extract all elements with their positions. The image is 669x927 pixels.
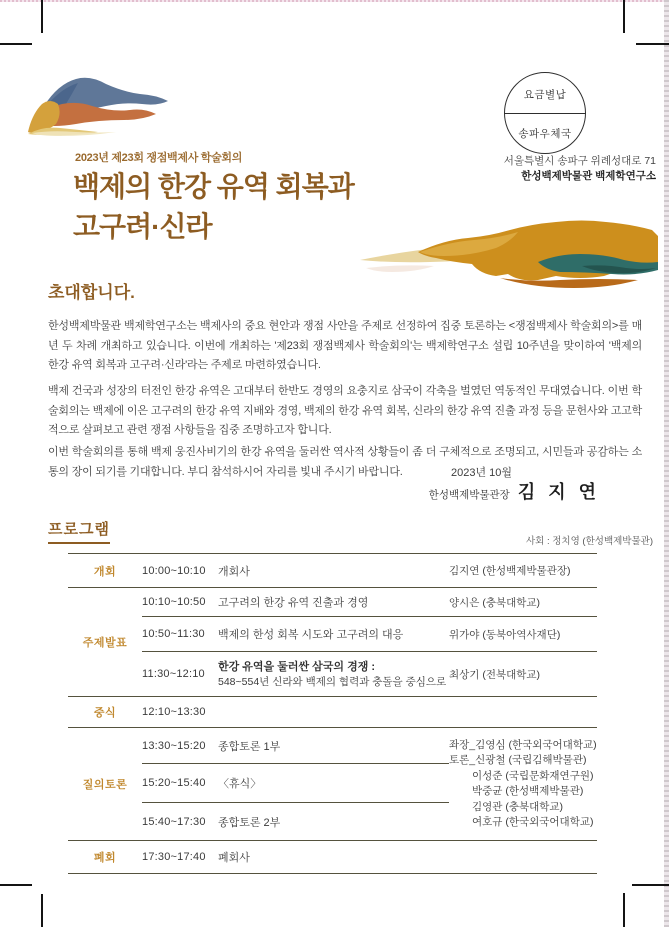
stamp-top-label: 요금별납 (523, 88, 567, 101)
table-row (68, 554, 597, 588)
page-title-line2: 고구려·신라 (73, 211, 212, 242)
invitation-paragraph-3: 이번 학술회의를 통해 백제 웅진사비기의 한강 유역을 둘러싼 역사적 상황들이 좀 더 구체적으로 조명되고, 시민들과 공감하는 소통의 장이 되기를 기대합니다. 부디 참석하시어 자리를 빛내 주시기 바랍니다. (48, 446, 642, 478)
sender-address (504, 154, 656, 183)
crop-mark-bottom-left-h (0, 884, 32, 886)
session-speaker: 최상기 (전북대학교) (449, 652, 597, 697)
program-heading: 프로그램 (48, 518, 110, 544)
session-time: 15:40~17:30 (142, 803, 218, 841)
program-group-lunch (68, 697, 597, 728)
session-time: 15:20~15:40 (142, 764, 218, 803)
table-row (68, 588, 597, 617)
session-speaker (449, 697, 597, 728)
session-time: 13:30~15:20 (142, 728, 218, 764)
page-title (73, 167, 354, 247)
session-title (218, 697, 449, 728)
session-title: 고구려의 한강 유역 진출과 경영 (218, 588, 449, 617)
table-row (68, 728, 597, 764)
session-time: 10:00~10:10 (142, 554, 218, 588)
event-subtitle: 2023년 제23회 쟁점백제사 학술회의 (75, 152, 243, 164)
program-group-discussion (68, 728, 597, 841)
signer-name: 김 지 연 (517, 482, 600, 502)
crop-mark-bottom-left-v (41, 894, 43, 927)
session-title-sub: 548~554년 신라와 백제의 협력과 충돌을 중심으로 (218, 675, 447, 688)
table-row (68, 652, 597, 697)
session-time: 11:30~12:10 (142, 652, 218, 697)
category-label: 주제발표 (68, 588, 142, 697)
panel-member: 좌장_김영심 (한국외국어대학교) (449, 738, 597, 751)
session-title (218, 652, 449, 697)
signer-title: 한성백제박물관장 (428, 489, 510, 501)
session-time: 10:50~11:30 (142, 617, 218, 652)
session-speaker: 김지연 (한성백제박물관장) (449, 554, 597, 588)
program-group-closing (68, 841, 597, 874)
table-row (68, 697, 597, 728)
mountain-illustration-right (360, 216, 662, 294)
panel-member: 토론_신광철 (국립김해박물관) (449, 754, 587, 766)
category-label: 개회 (68, 554, 142, 588)
program-table (68, 553, 597, 874)
session-speaker: 위가야 (동북아역사재단) (449, 617, 597, 652)
category-label: 질의토론 (68, 728, 142, 841)
panel-member: 여호규 (한국외국어대학교) (472, 816, 594, 828)
table-row (68, 617, 597, 652)
mountain-illustration-top-left (28, 70, 176, 136)
crop-mark-top-left-h (0, 43, 32, 45)
signature-date: 2023년 10월 (450, 467, 512, 479)
invitation-heading: 초대합니다. (48, 283, 135, 302)
scan-edge-top (0, 0, 669, 2)
category-label: 폐회 (68, 841, 142, 874)
program-group-keynote (68, 588, 597, 697)
panel-member: 김영관 (충북대학교) (472, 800, 564, 813)
session-time: 17:30~17:40 (142, 841, 218, 874)
invitation-paragraph-2: 백제 건국과 성장의 터전인 한강 유역은 고대부터 한반도 경영의 요충지로 삼국이 각축을 벌였던 역동적인 무대였습니다. 이번 학술회의는 백제에 이은 고구려의 한강 유역 지배와 경영, 백제의 한강 유역 회복, 신라의 한강 유역 진출 과정 등을 문헌사와 고고학적으로 살펴보고 관련 쟁점 사항들을 집중 조명하고자 합니다. (48, 385, 642, 436)
session-speaker: 양시은 (충북대학교) (449, 588, 597, 617)
session-title: 〈휴식〉 (218, 764, 449, 803)
session-title: 종합토론 2부 (218, 803, 449, 841)
session-title: 백제의 한성 회복 시도와 고구려의 대응 (218, 617, 449, 652)
organization-name: 한성백제박물관 백제학연구소 (521, 169, 656, 182)
session-title: 종합토론 1부 (218, 728, 449, 764)
crop-mark-top-right-h (636, 43, 669, 45)
discussion-panel (449, 728, 597, 841)
page-title-line1: 백제의 한강 유역 회복과 (73, 171, 354, 202)
panel-member: 이성준 (국립문화재연구원) (472, 769, 594, 782)
signature-block (429, 478, 600, 504)
postage-stamp (504, 72, 586, 154)
invitation-paragraph-1: 한성백제박물관 백제학연구소는 백제사의 중요 현안과 쟁점 사안을 주제로 선정하여 집중 토론하는 <쟁점백제사 학술회의>를 매년 두 차례 개최하고 있습니다. 이번에 개최하는 '제23회 쟁점백제사 학술회의'는 백제학연구소 설립 10주년을 맞이하여 '백제의 한강 유역 회복과 고구려·신라'라는 주제로 마련하였습니다. (48, 320, 642, 371)
crop-mark-bottom-right-v (623, 893, 625, 927)
session-time: 12:10~13:30 (142, 697, 218, 728)
program-group-opening (68, 554, 597, 588)
session-title: 개회사 (218, 554, 449, 588)
address-line: 서울특별시 송파구 위례성대로 71 (503, 155, 656, 167)
session-title-main: 한강 유역을 둘러싼 삼국의 경쟁 : (218, 660, 376, 673)
crop-mark-top-left-v (41, 0, 43, 33)
moderator-label: 사회 : 정치영 (한성백제박물관) (525, 536, 653, 547)
panel-member: 박중균 (한성백제박물관) (472, 785, 584, 797)
session-title: 폐회사 (218, 841, 449, 874)
stamp-bottom-label: 송파우체국 (518, 127, 572, 140)
scan-edge-right (664, 0, 669, 927)
session-time: 10:10~10:50 (142, 588, 218, 617)
crop-mark-bottom-right-h (632, 884, 669, 886)
category-label: 중식 (68, 697, 142, 728)
session-speaker (449, 841, 597, 874)
table-row (68, 841, 597, 874)
crop-mark-top-right-v (623, 0, 625, 33)
